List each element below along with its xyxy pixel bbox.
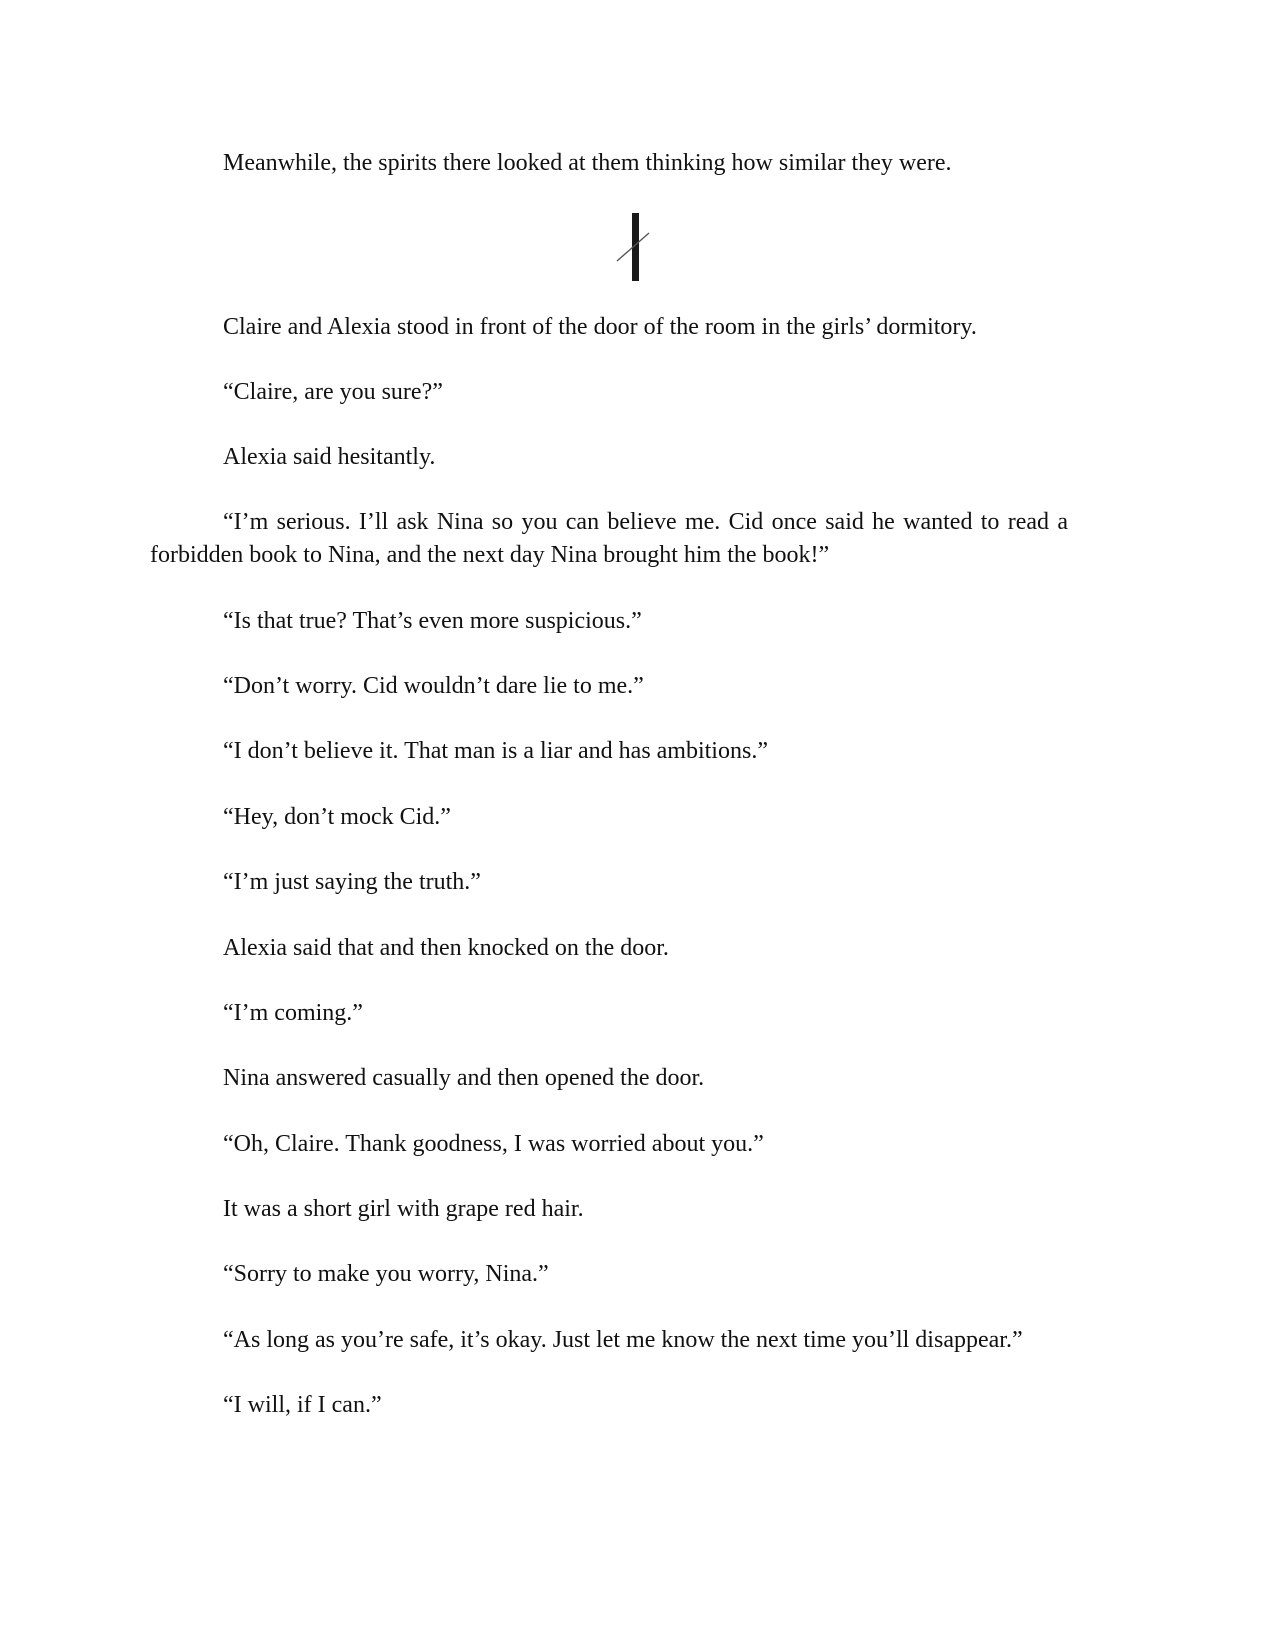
paragraph: “Hey, don’t mock Cid.” — [223, 804, 451, 830]
paragraph: Nina answered casually and then opened the door. — [223, 1065, 705, 1091]
paragraph: Alexia said that and then knocked on the door. — [223, 935, 669, 961]
paragraph: “Claire, are you sure?” — [223, 379, 443, 405]
paragraph: Meanwhile, the spirits there looked at them thinking how similar they were. — [223, 150, 952, 176]
paragraph: “Sorry to make you worry, Nina.” — [223, 1261, 549, 1287]
paragraph: “As long as you’re safe, it’s okay. Just let me know the next time you’ll disappear.” — [223, 1327, 1023, 1353]
paragraph: “I’m just saying the truth.” — [223, 869, 481, 895]
paragraph: Alexia said hesitantly. — [223, 444, 436, 470]
paragraph: “Don’t worry. Cid wouldn’t dare lie to me.” — [223, 673, 644, 699]
paragraph: “I’m serious. I’ll ask Nina so you can believe me. Cid once said he wanted to read a forbidden book to Nina, and the next day Nina brought him the book!” — [150, 509, 1068, 568]
paragraph: Claire and Alexia stood in front of the door of the room in the girls’ dormitory. — [223, 314, 977, 340]
paragraph: “I will, if I can.” — [223, 1392, 382, 1418]
paragraph: “Is that true? That’s even more suspicious.” — [223, 608, 642, 634]
paragraph: It was a short girl with grape red hair. — [223, 1196, 584, 1222]
paragraph: “I’m coming.” — [223, 1000, 363, 1026]
paragraph: “Oh, Claire. Thank goodness, I was worried about you.” — [223, 1131, 764, 1157]
scene-break-mark-icon — [615, 213, 655, 281]
paragraph: “I don’t believe it. That man is a liar and has ambitions.” — [223, 738, 768, 764]
